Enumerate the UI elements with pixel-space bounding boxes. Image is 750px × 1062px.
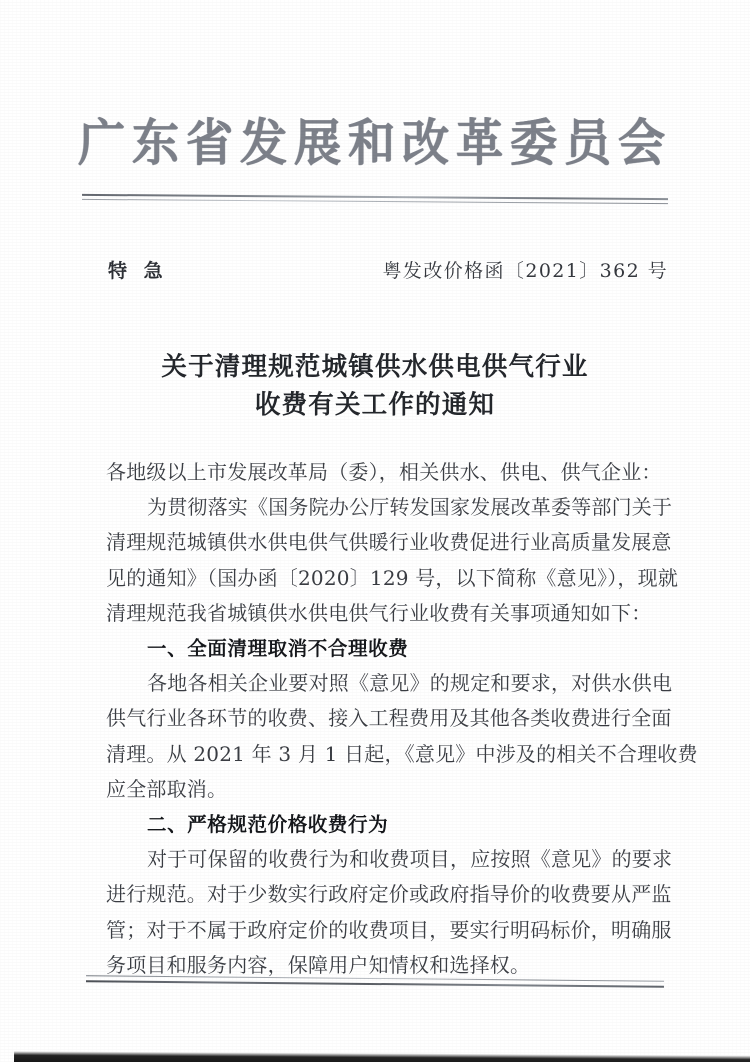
preamble-line-4: 清理规范我省城镇供水供电供气行业收费有关事项通知如下： bbox=[106, 600, 652, 625]
document-title-line-1: 关于清理规范城镇供水供电供气行业 bbox=[161, 352, 589, 382]
masthead-title: 广东省发展和改革委员会 bbox=[78, 114, 672, 173]
masthead-double-rule bbox=[82, 194, 668, 205]
section-2-line-1: 对于可保留的收费行为和收费项目，应按照《意见》的要求 bbox=[147, 847, 673, 872]
section-1-heading: 一、全面清理取消不合理收费 bbox=[147, 637, 409, 661]
urgency-label: 特 急 bbox=[108, 260, 168, 282]
section-1-line-4: 应全部取消。 bbox=[106, 776, 228, 801]
section-1-line-2: 供气行业各环节的收费、接入工程费用及其他各类收费进行全面 bbox=[106, 706, 672, 731]
document-title-line-2: 收费有关工作的通知 bbox=[254, 390, 496, 420]
scan-bottom-edge bbox=[14, 1051, 750, 1062]
section-2-line-4: 务项目和服务内容，保障用户知情权和选择权。 bbox=[106, 952, 531, 977]
document-meta-row bbox=[108, 256, 668, 282]
section-1-line-3: 清理。从 2021 年 3 月 1 日起，《意见》中涉及的相关不合理收费 bbox=[106, 741, 698, 766]
section-1-line-1: 各地各相关企业要对照《意见》的规定和要求，对供水供电 bbox=[147, 671, 673, 696]
preamble-line-3: 见的通知》（国办函〔2020〕129 号，以下简称《意见》），现就 bbox=[106, 565, 679, 590]
section-2-line-3: 管；对于不属于政府定价的收费项目，要实行明码标价，明确服 bbox=[106, 917, 672, 942]
salutation: 各地级以上市发展改革局（委），相关供水、供电、供气企业： bbox=[106, 460, 662, 484]
section-2-heading: 二、严格规范价格收费行为 bbox=[147, 813, 389, 837]
document-title bbox=[100, 348, 650, 424]
preamble-line-2: 清理规范城镇供水供电供气供暖行业收费促进行业高质量发展意 bbox=[106, 530, 672, 555]
document-body bbox=[106, 455, 698, 983]
preamble-line-1: 为贯彻落实《国务院办公厅转发国家发展改革委等部门关于 bbox=[147, 495, 673, 520]
footer-rule-line-2 bbox=[86, 980, 664, 987]
section-2-line-2: 进行规范。对于少数实行政府定价或政府指导价的收费要从严监 bbox=[106, 882, 672, 907]
masthead bbox=[0, 114, 750, 173]
document-number: 粤发改价格函〔2021〕362 号 bbox=[382, 260, 668, 282]
masthead-rule-line-2 bbox=[82, 199, 668, 205]
